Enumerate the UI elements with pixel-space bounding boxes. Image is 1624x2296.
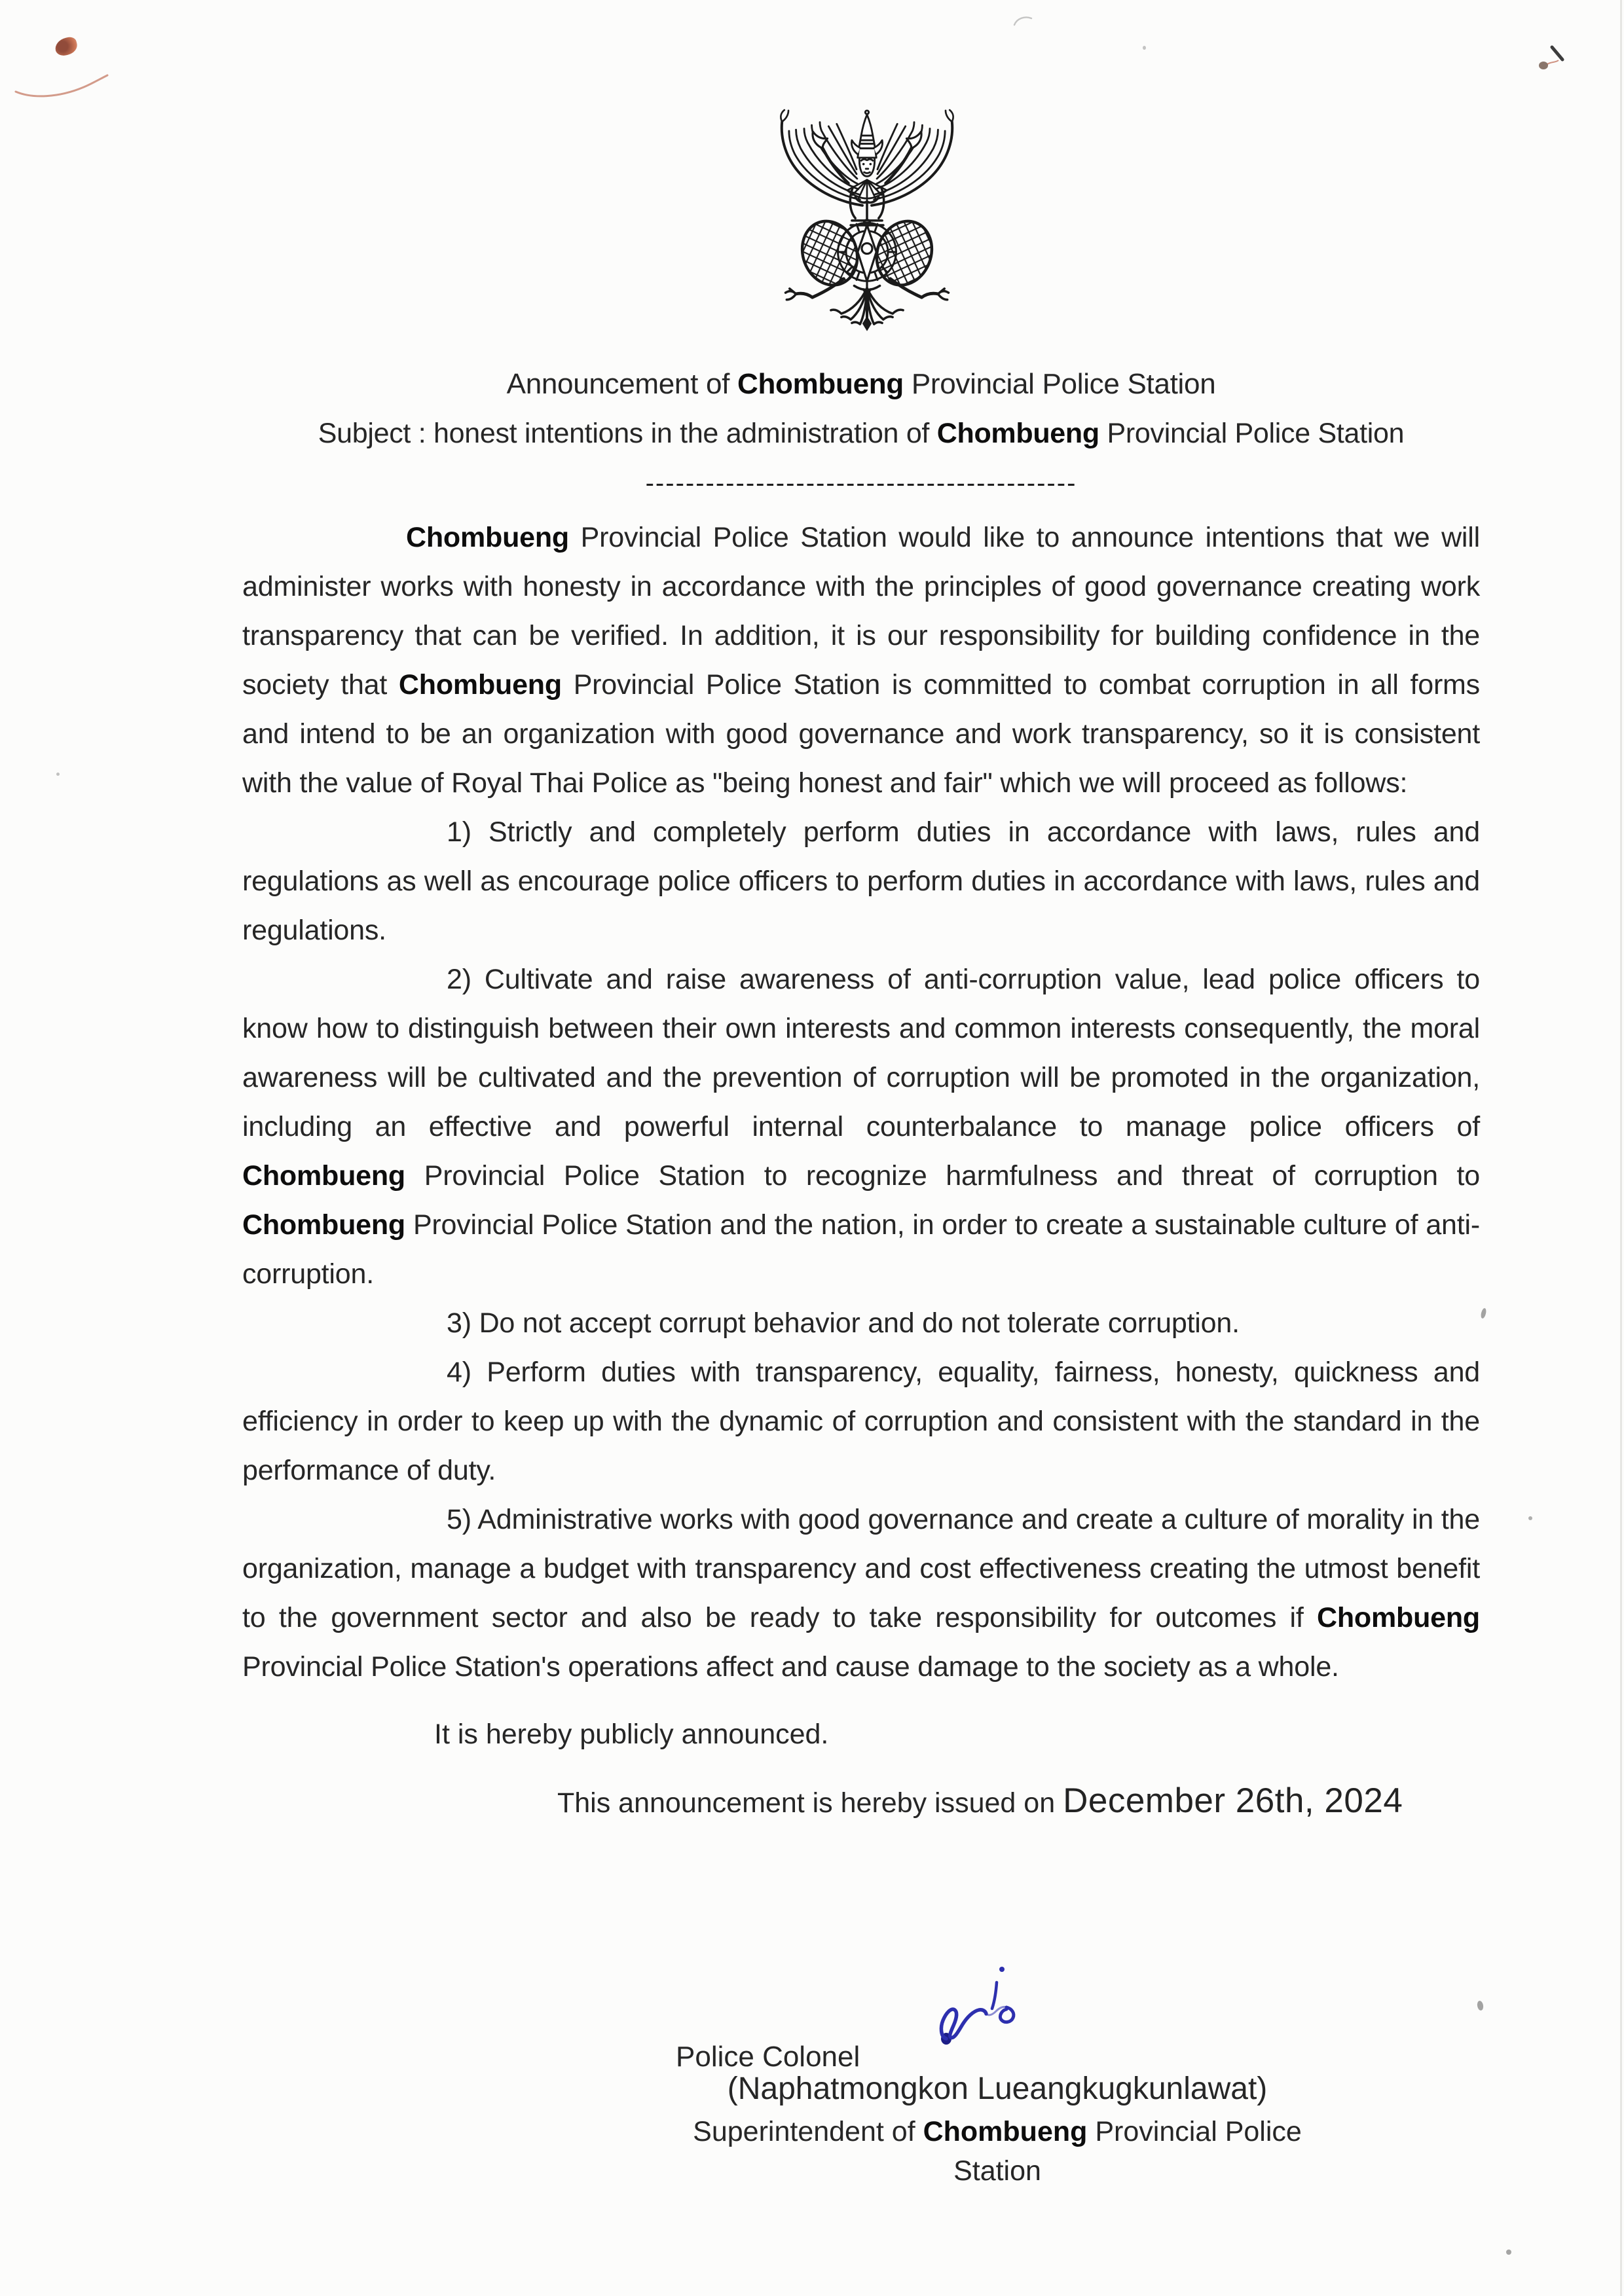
document-title: Announcement of Chombueng Provincial Police Station: [506, 368, 1216, 400]
scan-artifact-speck: [56, 773, 60, 776]
scan-artifact-gray-curl: [1012, 13, 1034, 29]
scan-artifact-speck: [1143, 46, 1146, 50]
list-item-3: 3) Do not accept corrupt behavior and do not tolerate corruption.: [447, 1307, 1240, 1339]
paragraph-intro: Chombueng Provincial Police Station would like to announce intentions that we will administer works with honesty in accordance with the principles of good governance creating work transparency that can be verified. In addition, it is our responsibility for building confidence in the society that Chombueng Provincial Police Station is committed to combat corruption in all forms and intend to be an organization with good governance and work transparency, so it is consistent with the value of Royal Thai Police as "being honest and fair" which we will proceed as follows:: [242, 522, 1480, 799]
signatory-name: (Naphatmongkon Lueangkugkunlawat): [727, 2071, 1268, 2106]
list-item-2: 2) Cultivate and raise awareness of anti-corruption value, lead police officers to know how to distinguish between their own interests and common interests consequently, the moral awareness will be cultivated and the prevention of corruption will be promoted in the organization, including an effective and powerful internal counterbalance to manage police officers of Chombueng Provincial Police Station to recognize harmfulness and threat of corruption to Chombueng Provincial Police Station and the nation, in order to create a sustainable culture of anti- corruption.: [242, 964, 1480, 1290]
separator-dashes: -------------------------------------------: [645, 469, 1077, 498]
signatory-rank: Police Colonel: [676, 2041, 860, 2073]
list-item-5: 5) Administrative works with good governance and create a culture of morality in the organization, manage a budget with transparency and cost effectiveness creating the utmost benefit to the government sector and also be ready to take responsibility for outcomes if Chombueng Provincial Police Station's operations affect and cause damage to the society as a whole.: [242, 1504, 1480, 1683]
list-item-4: 4) Perform duties with transparency, equality, fairness, honesty, quickness and efficiency in order to keep up with the dynamic of corruption and consistent with the standard in the performance of duty.: [242, 1357, 1480, 1486]
scan-artifact-speck: [1528, 1516, 1532, 1520]
signature-ink: [915, 1954, 1046, 2068]
subject-line: Subject : honest intentions in the administration of Chombueng Provincial Police Station: [318, 418, 1405, 449]
issued-line-prefix: This announcement is hereby issued on: [557, 1787, 1063, 1819]
scan-artifact-speck: [1480, 1307, 1487, 1319]
scan-artifact-speck: [1506, 2250, 1511, 2255]
closing-line: It is hereby publicly announced.: [434, 1719, 829, 1750]
body-text: [242, 513, 1480, 1692]
issued-date: December 26th, 2024: [1063, 1781, 1403, 1820]
scan-artifact-pencil-mark: [1535, 42, 1568, 76]
scan-edge-shadow: [1620, 0, 1622, 2296]
scan-artifact-ink-blob: [53, 35, 79, 57]
signatory-title: Superintendent of Chombueng Provincial Police Station: [693, 2116, 1302, 2187]
scan-artifact-speck: [1477, 2000, 1484, 2011]
list-item-1: 1) Strictly and completely perform duties in accordance with laws, rules and regulations as well as encourage police officers to perform duties in accordance with laws, rules and regulations.: [242, 816, 1480, 946]
garuda-emblem: [762, 109, 972, 342]
issued-line: [242, 1775, 1480, 1829]
scan-artifact-red-curve: [13, 71, 111, 103]
